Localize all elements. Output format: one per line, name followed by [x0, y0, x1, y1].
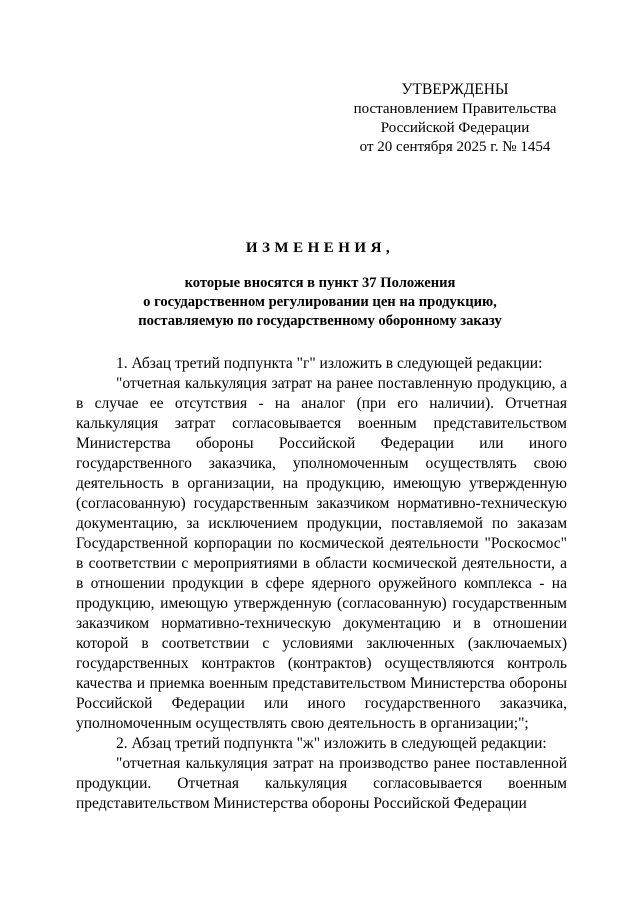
- document-subtitle: [80, 274, 560, 331]
- paragraph-4: "отчетная калькуляция затрат на производство ранее поставленной продукции. Отчетная калькуляция согласовывается военным представительством Министерства обороны Российской Федерации: [76, 755, 567, 812]
- subtitle-line-1: которые вносятся в пункт 37 Положения: [184, 275, 456, 291]
- approval-title: УТВЕРЖДЕНЫ: [401, 81, 509, 98]
- approval-line-3: от 20 сентября 2025 г. № 1454: [359, 139, 551, 155]
- approval-stamp: [330, 80, 580, 157]
- approval-line-2: Российской Федерации: [380, 120, 530, 136]
- document-title: ИЗМЕНЕНИЯ,: [245, 240, 395, 256]
- paragraph-2: "отчетная калькуляция затрат на ранее поставленную продукцию, а в случае ее отсутствия - на аналог (при его наличии). Отчетная калькуляция затрат согласовывается военным представительством Министерства обороны Российской Федерации или иного государственного заказчика, уполномоченным осуществлять свою деятельность в организации, на продукцию, имеющую утвержденную (согласованную) государственным заказчиком нормативно-техническую документацию, за исключением продукции, поставляемой по заказам Государственной корпорации по космической деятельности "Роскосмос" в соответствии с мероприятиями в области космической деятельности, а в отношении продукции в сфере ядерного оружейного комплекса - на продукцию, имеющую утвержденную (согласованную) государственным заказчиком нормативно-техническую документацию и в отношении которой в соответствии с условиями заключенных (заключаемых) государственных контрактов (контрактов) осуществляются контроль качества и приемка военным представительством Министерства обороны Российской Федерации или иного государственного заказчика, уполномоченным осуществлять свою деятельность в организации;";: [76, 375, 567, 732]
- subtitle-line-3: поставляемую по государственному оборонному заказу: [138, 313, 502, 329]
- paragraph-3: 2. Абзац третий подпункта "ж" изложить в следующей редакции:: [116, 735, 547, 752]
- paragraph-1: 1. Абзац третий подпункта "г" изложить в следующей редакции:: [116, 355, 543, 372]
- approval-line-1: постановлением Правительства: [353, 101, 557, 117]
- subtitle-line-2: о государственном регулировании цен на продукцию,: [143, 294, 497, 310]
- document-body: [76, 354, 567, 814]
